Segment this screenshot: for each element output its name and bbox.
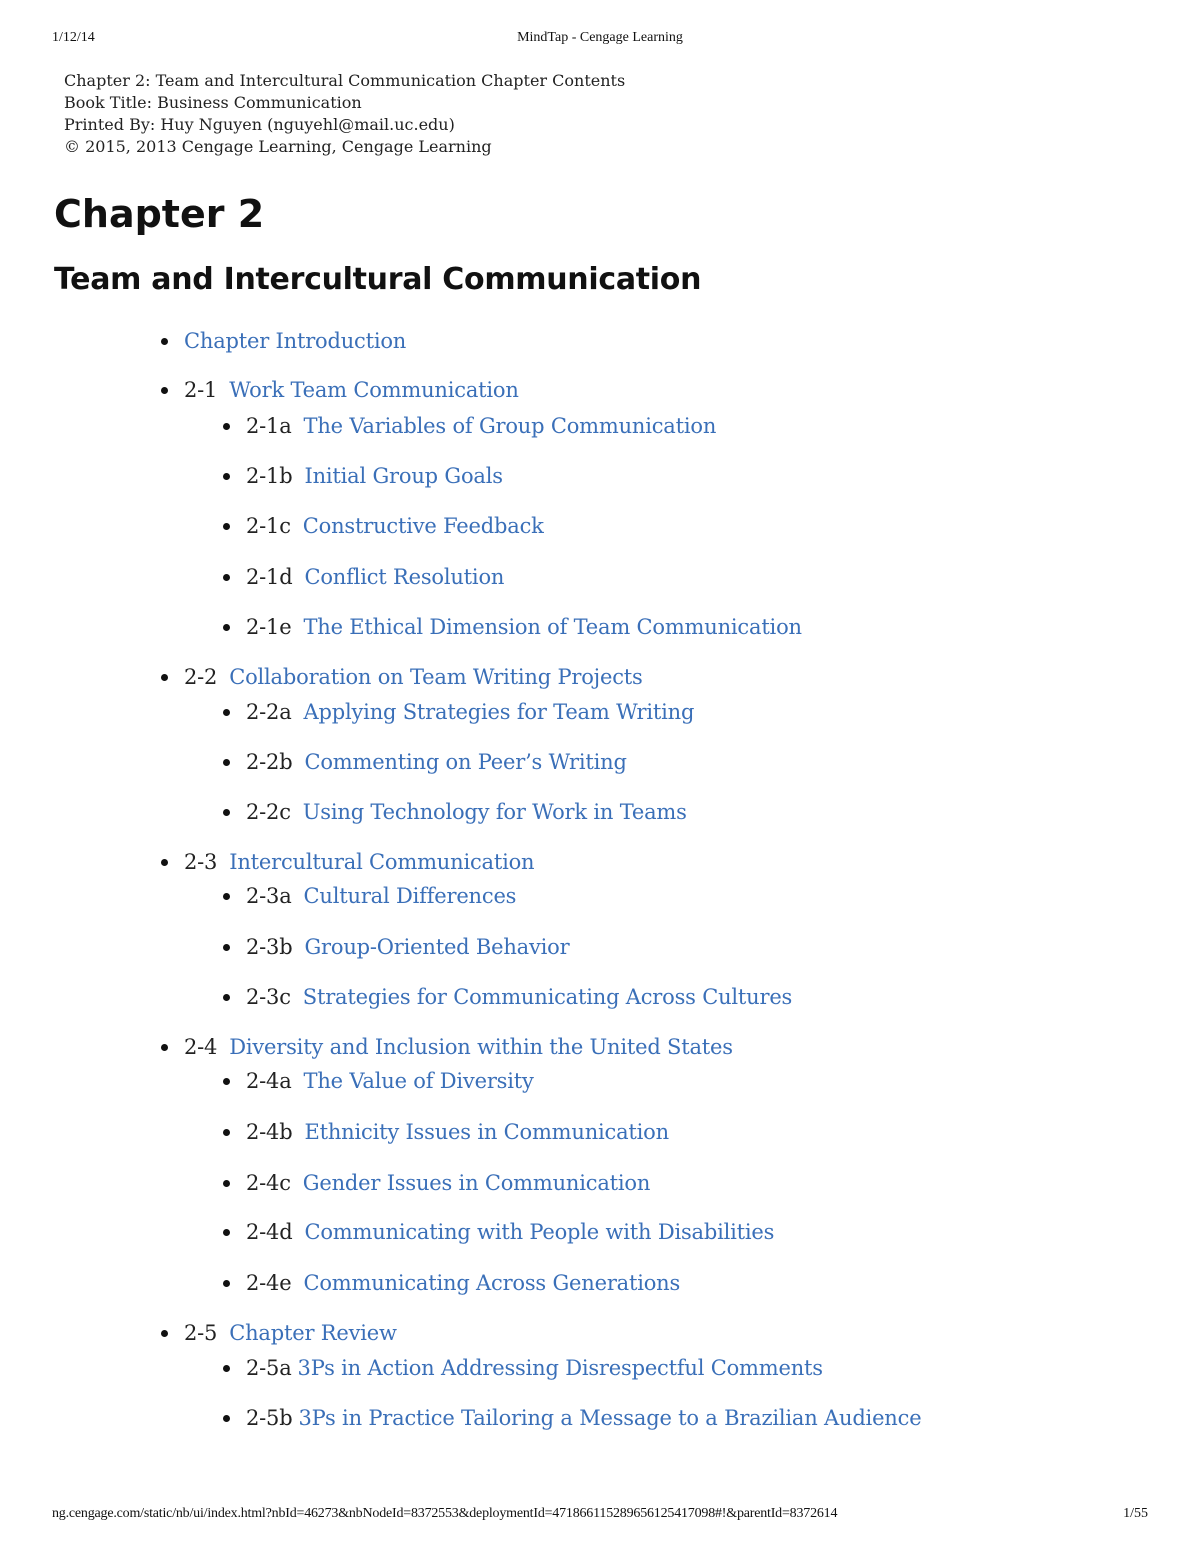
toc-link-section[interactable]: Intercultural Communication (229, 850, 535, 874)
section-number: 2-1 (184, 378, 218, 402)
bullet-icon (223, 1280, 230, 1287)
bullet-icon (223, 709, 230, 716)
toc-link-subsection[interactable]: Applying Strategies for Team Writing (303, 700, 695, 724)
toc-section-2-3 (184, 847, 534, 877)
toc-subsection-2-5b (246, 1403, 921, 1433)
bullet-icon (161, 1330, 168, 1337)
toc-section-2-1 (184, 375, 519, 405)
subsection-number: 2-3b (246, 935, 293, 959)
bullet-icon (223, 893, 230, 900)
bullet-icon (223, 473, 230, 480)
subsection-number: 2-4e (246, 1271, 292, 1295)
toc-link-subsection[interactable]: The Value of Diversity (303, 1069, 534, 1093)
toc-link-subsection[interactable]: 3Ps in Action Addressing Disrespectful Comments (297, 1356, 823, 1380)
meta-book-title: Book Title: Business Communication (64, 93, 362, 112)
bullet-icon (161, 387, 168, 394)
chapter-title-heading: Team and Intercultural Communication (54, 262, 702, 297)
bullet-icon (223, 1078, 230, 1085)
toc-section-2-4 (184, 1032, 733, 1062)
subsection-number: 2-4c (246, 1171, 291, 1195)
toc-subsection-2-2b (246, 747, 627, 777)
toc-link-subsection[interactable]: Using Technology for Work in Teams (302, 800, 687, 824)
section-number: 2-3 (184, 850, 218, 874)
toc-subsection-2-1d (246, 562, 504, 592)
bullet-icon (161, 1044, 168, 1051)
toc-link-subsection[interactable]: Communicating Across Generations (303, 1271, 681, 1295)
subsection-number: 2-2c (246, 800, 291, 824)
toc-subsection-2-4c (246, 1168, 650, 1198)
bullet-icon (223, 809, 230, 816)
toc-link-subsection[interactable]: Conflict Resolution (304, 565, 505, 589)
toc-link-subsection[interactable]: Communicating with People with Disabilities (304, 1220, 775, 1244)
subsection-number: 2-1a (246, 414, 292, 438)
print-page-title: MindTap - Cengage Learning (517, 30, 683, 45)
toc-link-subsection[interactable]: The Variables of Group Communication (303, 414, 717, 438)
subsection-number: 2-3c (246, 985, 291, 1009)
toc-subsection-2-1c (246, 511, 544, 541)
subsection-number: 2-1e (246, 615, 292, 639)
bullet-icon (161, 338, 168, 345)
toc-section-2-5 (184, 1318, 397, 1348)
toc-link-subsection[interactable]: Initial Group Goals (304, 464, 503, 488)
subsection-number: 2-2b (246, 750, 293, 774)
toc-section-2-2 (184, 662, 643, 692)
toc-subsection-2-2a (246, 697, 694, 727)
page-number: 1/55 (1123, 1506, 1148, 1521)
subsection-number: 2-5a (246, 1356, 292, 1380)
bullet-icon (223, 944, 230, 951)
document-meta (64, 70, 625, 158)
subsection-number: 2-3a (246, 884, 292, 908)
toc-subsection-2-4d (246, 1217, 774, 1247)
bullet-icon (223, 574, 230, 581)
print-date: 1/12/14 (52, 30, 95, 45)
bullet-icon (161, 859, 168, 866)
toc-subsection-2-3b (246, 932, 569, 962)
bullet-icon (223, 1229, 230, 1236)
bullet-icon (223, 994, 230, 1001)
meta-copyright: © 2015, 2013 Cengage Learning, Cengage Learning (64, 137, 492, 156)
bullet-icon (223, 1415, 230, 1422)
section-number: 2-5 (184, 1321, 218, 1345)
toc-link-subsection[interactable]: Commenting on Peer’s Writing (304, 750, 627, 774)
toc-link-section[interactable]: Chapter Review (229, 1321, 397, 1345)
toc-link-subsection[interactable]: Cultural Differences (303, 884, 517, 908)
toc-link-subsection[interactable]: The Ethical Dimension of Team Communication (303, 615, 802, 639)
toc-item-intro (184, 326, 406, 356)
toc-link-subsection[interactable]: 3Ps in Practice Tailoring a Message to a Brazilian Audience (298, 1406, 922, 1430)
bullet-icon (223, 1180, 230, 1187)
meta-chapter-contents: Chapter 2: Team and Intercultural Communication Chapter Contents (64, 71, 626, 90)
meta-printed-by: Printed By: Huy Nguyen (nguyehl@mail.uc.edu) (64, 115, 455, 134)
toc-subsection-2-2c (246, 797, 687, 827)
subsection-number: 2-5b (246, 1406, 293, 1430)
bullet-icon (223, 1365, 230, 1372)
subsection-number: 2-1c (246, 514, 291, 538)
subsection-number: 2-1d (246, 565, 293, 589)
page-url: ng.cengage.com/static/nb/ui/index.html?nbId=46273&nbNodeId=8372553&deploymentId=471866115289656125417098#!&parentId=8372614 (52, 1506, 838, 1521)
print-header (52, 30, 1148, 50)
toc-subsection-2-4e (246, 1268, 680, 1298)
toc-link-subsection[interactable]: Gender Issues in Communication (302, 1171, 651, 1195)
subsection-number: 2-4b (246, 1120, 293, 1144)
toc-link-subsection[interactable]: Strategies for Communicating Across Cultures (302, 985, 793, 1009)
subsection-number: 2-1b (246, 464, 293, 488)
toc-link-subsection[interactable]: Ethnicity Issues in Communication (304, 1120, 669, 1144)
toc-link-chapter-introduction[interactable]: Chapter Introduction (184, 329, 407, 353)
toc-subsection-2-1b (246, 461, 503, 491)
section-number: 2-2 (184, 665, 218, 689)
chapter-number-heading: Chapter 2 (54, 192, 265, 236)
bullet-icon (223, 523, 230, 530)
toc-subsection-2-4b (246, 1117, 669, 1147)
toc-subsection-2-3c (246, 982, 792, 1012)
toc-link-subsection[interactable]: Group-Oriented Behavior (304, 935, 570, 959)
toc-link-section[interactable]: Collaboration on Team Writing Projects (229, 665, 643, 689)
bullet-icon (223, 423, 230, 430)
toc-link-subsection[interactable]: Constructive Feedback (302, 514, 544, 538)
subsection-number: 2-2a (246, 700, 292, 724)
toc-subsection-2-4a (246, 1066, 534, 1096)
section-number: 2-4 (184, 1035, 218, 1059)
print-footer (52, 1506, 1148, 1526)
toc-link-section[interactable]: Diversity and Inclusion within the United States (229, 1035, 733, 1059)
subsection-number: 2-4a (246, 1069, 292, 1093)
bullet-icon (161, 674, 168, 681)
bullet-icon (223, 624, 230, 631)
toc-link-section[interactable]: Work Team Communication (229, 378, 519, 402)
toc-subsection-2-1e (246, 612, 802, 642)
toc-subsection-2-3a (246, 881, 516, 911)
toc-subsection-2-5a (246, 1353, 823, 1383)
toc-subsection-2-1a (246, 411, 716, 441)
bullet-icon (223, 1129, 230, 1136)
bullet-icon (223, 759, 230, 766)
subsection-number: 2-4d (246, 1220, 293, 1244)
